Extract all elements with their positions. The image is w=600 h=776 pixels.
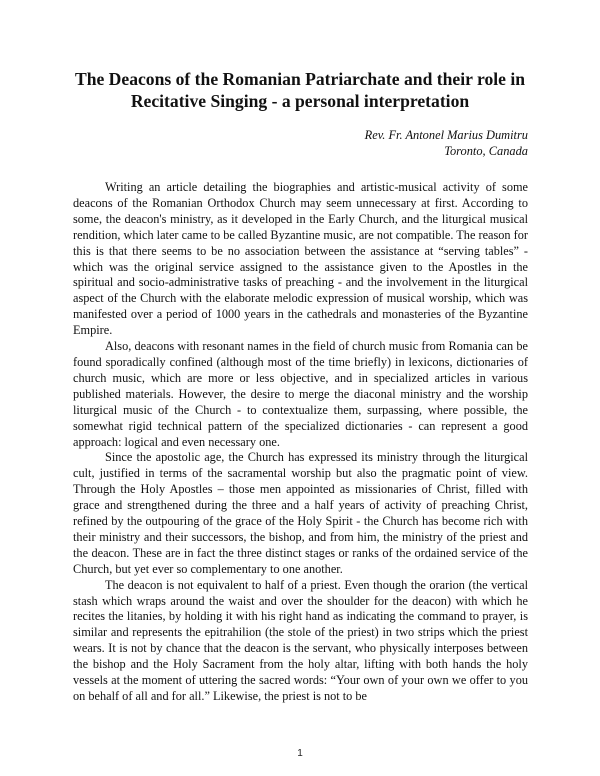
title-line-2: Recitative Singing - a personal interpretation bbox=[130, 91, 470, 111]
article-body bbox=[73, 180, 528, 705]
page-number: 1 bbox=[297, 748, 303, 759]
paragraph: Writing an article detailing the biographies and artistic-musical activity of some deacons of the Romanian Orthodox Church may seem unnecessary at first. According to some, the deacon's ministry, as it developed in the Early Church, and the liturgical musical rendition, which later came to be called Byzantine music, are not compatible. The reason for this is that there seems to be no association between the assistance at “serving tables” - which was the original service assigned to the assistance given to the Apostles in the spiritual and socio-administrative tasks of preaching - and the involvement in the liturgical aspect of the Church with the elaborate melodic expression of musical worship, which was manifested over a period of 1000 years in the cathedrals and monasteries of the Byzantine Empire. bbox=[73, 180, 528, 338]
paragraph: Also, deacons with resonant names in the field of church music from Romania can be found sporadically confined (although most of the time briefly) in lexicons, dictionaries of church music, which are more or less objective, and in specialized articles in various published materials. However, the desire to merge the diaconal ministry and the worship liturgical music of the Church - to contextualize them, surpassing, where possible, the somewhat rigid technical pattern of the specialized dictionaries - can represent a good approach: logical and even necessary one. bbox=[73, 339, 528, 449]
author-location: Toronto, Canada bbox=[444, 144, 528, 158]
title-line-1: The Deacons of the Romanian Patriarchate and their role in bbox=[74, 69, 526, 89]
paragraph: Since the apostolic age, the Church has expressed its ministry through the liturgical cult, justified in terms of the sacramental worship but also the pragmatic point of view. Through the Holy Apostles – those men appointed as missionaries of Christ, filled with grace and strengthened during the three and a half years of activity of preaching Christ, refined by the outpouring of the grace of the Holy Spirit - the Church has become rich with their ministry and their successors, the bishop, and from him, the ministry of the priest and the deacon. These are in fact the three distinct stages or ranks of the ordained service of the Church, but yet ever so complementary to one another. bbox=[73, 450, 528, 576]
author-name: Rev. Fr. Antonel Marius Dumitru bbox=[364, 128, 528, 142]
paragraph: The deacon is not equivalent to half of a priest. Even though the orarion (the vertical stash which wraps around the waist and over the shoulder for the deacon) with which he recites the litanies, by holding it with his right hand as indicating the command to prayer, is similar and represents the epitrahilion (the stole of the priest) in two strips which the priest wears. It is not by chance that the deacon is the servant, who physically interposes between the bishop and the Holy Sacrament from the holy altar, lifting with both hands the holy vessels at the moment of uttering the sacred words: “Your own of your own we offer to you on behalf of all and for all.” Likewise, the priest is not to be bbox=[73, 577, 528, 703]
article-title bbox=[60, 68, 540, 112]
author-block bbox=[228, 127, 528, 159]
